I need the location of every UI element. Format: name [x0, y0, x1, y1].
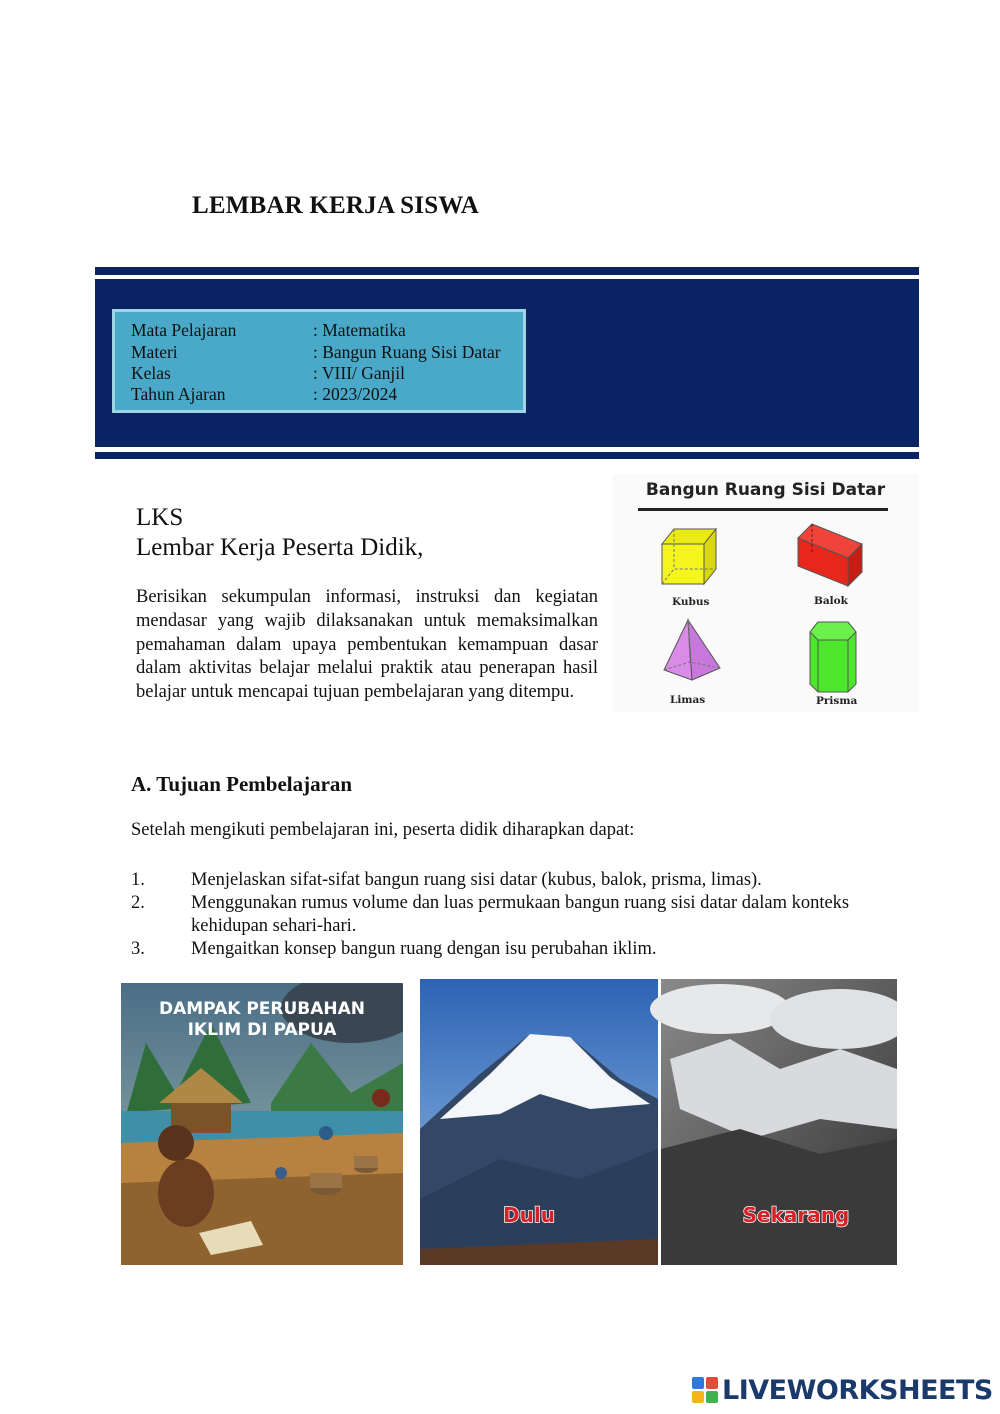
info-label: Materi: [131, 342, 178, 362]
info-value: : Bangun Ruang Sisi Datar: [313, 342, 501, 362]
shapes-drawing: [612, 474, 919, 712]
glacier-comparison-image: [420, 979, 897, 1265]
objectives-intro: Setelah mengikuti pembelajaran ini, peserta didik diharapkan dapat:: [131, 820, 635, 840]
cuboid-shape: [798, 524, 862, 586]
pyramid-shape: [664, 620, 720, 680]
shape-label-limas: Limas: [670, 694, 706, 706]
after-label: Sekarang: [742, 1203, 850, 1227]
papua-climate-illustration: [121, 983, 403, 1265]
shape-label-kubus: Kubus: [672, 596, 710, 608]
lks-subtitle: Lembar Kerja Peserta Didik,: [136, 534, 424, 561]
shape-label-balok: Balok: [814, 595, 848, 607]
objective-item: [131, 938, 871, 961]
page-title: LEMBAR KERJA SISWA: [192, 192, 479, 219]
shapes-figure: [612, 474, 919, 712]
info-value: : 2023/2024: [313, 384, 398, 404]
papua-image-title-1: DAMPAK PERUBAHAN: [158, 999, 366, 1019]
info-value: : Matematika: [313, 320, 406, 340]
objective-item: [131, 892, 871, 938]
objective-text: Menggunakan rumus volume dan luas permukaan bangun ruang sisi datar dalam konteks kehidupan sehari-hari.: [191, 893, 850, 936]
liveworksheets-logo-icon: [692, 1377, 718, 1403]
objective-item: [131, 869, 871, 892]
lks-heading: LKS: [136, 504, 184, 531]
info-label: Tahun Ajaran: [131, 384, 226, 404]
objective-text: Menjelaskan sifat-sifat bangun ruang sisi datar (kubus, balok, prisma, limas).: [191, 870, 762, 890]
info-value: : VIII/ Ganjil: [313, 363, 406, 383]
header-band-top: [95, 267, 919, 275]
lks-description: Berisikan sekumpulan informasi, instruksi dan kegiatan mendasar yang wajib dilaksanakan untuk memaksimalkan pemahaman dalam upaya pembentukan kemampuan dasar dalam aktivitas belajar melalui praktik atau penerapan hasil belajar untuk mencapai tujuan pembelajaran yang ditempu.: [136, 587, 598, 703]
footer-logo[interactable]: [692, 1373, 993, 1407]
header-band-bottom: [95, 452, 919, 459]
shape-label-prisma: Prisma: [816, 695, 858, 707]
shapes-figure-title: Bangun Ruang Sisi Datar: [645, 480, 886, 500]
objective-number: 1.: [131, 870, 145, 890]
glacier-comparison-illustration: [420, 979, 897, 1265]
info-box: [112, 309, 526, 413]
papua-image-title-2: IKLIM DI PAPUA: [187, 1020, 337, 1040]
papua-climate-image: [121, 983, 403, 1265]
prism-shape: [810, 622, 856, 692]
section-heading: A. Tujuan Pembelajaran: [131, 772, 353, 796]
footer-brand: LIVEWORKSHEETS: [722, 1374, 993, 1406]
before-label: Dulu: [503, 1203, 555, 1227]
cube-shape: [662, 529, 716, 584]
objective-text: Mengaitkan konsep bangun ruang dengan isu perubahan iklim.: [191, 939, 657, 959]
objective-number: 2.: [131, 893, 145, 913]
info-label: Kelas: [131, 363, 171, 383]
objective-number: 3.: [131, 939, 145, 959]
info-label: Mata Pelajaran: [131, 320, 237, 340]
